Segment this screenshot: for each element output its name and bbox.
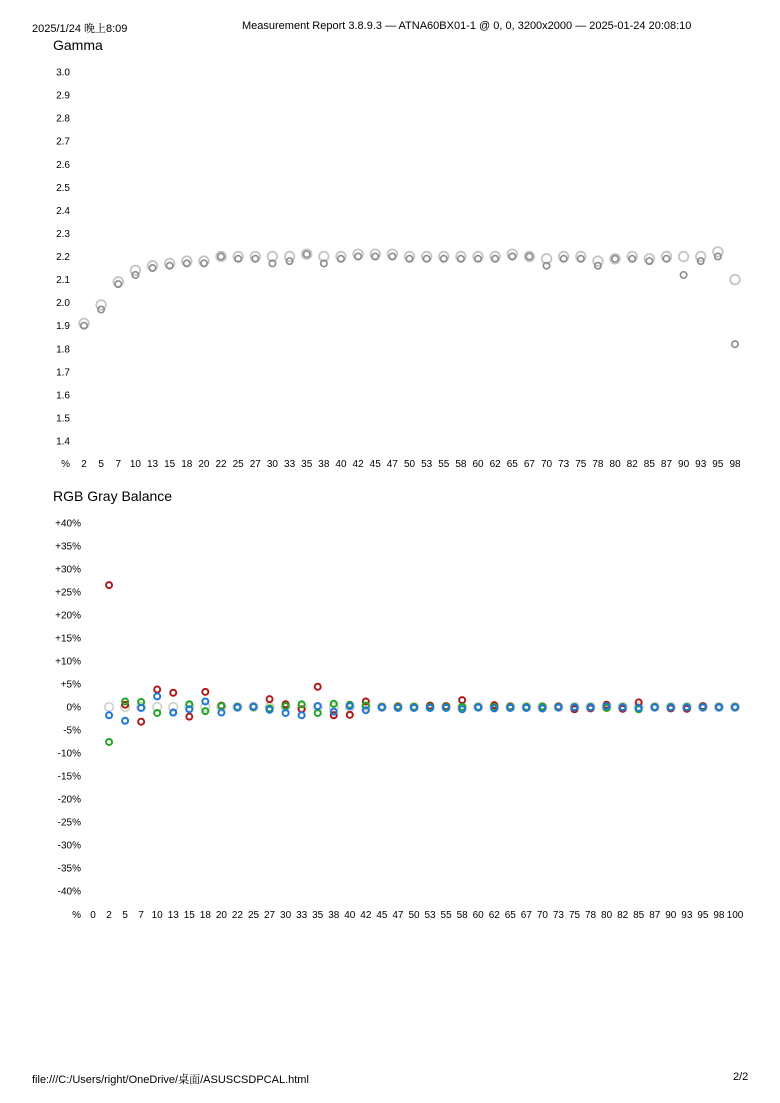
x-tick-label: 95 [712,459,724,470]
x-tick-label: 22 [215,459,227,470]
x-tick-label: 10 [129,459,141,470]
x-tick-label: 87 [660,459,673,470]
x-tick-label: 82 [626,459,638,470]
x-tick-label: 70 [536,910,548,921]
y-tick-label: 2.4 [56,205,70,217]
data-point [267,696,273,702]
data-point [267,707,273,713]
x-tick-label: 15 [164,459,176,470]
x-tick-label: 10 [151,910,163,921]
x-tick-label: 20 [198,459,210,470]
data-point [730,275,740,285]
y-tick-label: 1.7 [56,367,70,379]
x-tick-label: 95 [697,910,709,921]
y-tick-label: -25% [57,817,81,829]
data-point [186,714,192,720]
data-point [186,706,192,712]
x-tick-label: 85 [643,459,655,470]
data-point [154,687,160,693]
x-tick-label: 25 [247,910,260,921]
x-tick-label: 40 [335,459,347,470]
data-point [315,710,321,716]
header-report-title: Measurement Report 3.8.9.3 — ATNA60BX01-1 @ 0, 0, 3200x2000 — 2025-01-24 20:08:10 [242,20,692,32]
data-point [106,582,112,588]
gamma-chart [0,60,780,500]
y-tick-label: 2.6 [56,159,70,171]
data-point [411,705,417,711]
x-tick-label: 90 [665,910,677,921]
data-point [283,710,289,716]
x-tick-label: 58 [456,910,468,921]
gray-balance-chart [0,510,780,930]
x-unit-label: % [61,459,70,470]
data-point [679,252,689,262]
y-tick-label: 2.2 [56,252,70,263]
x-tick-label: 87 [649,910,661,921]
gray-balance-chart-title: RGB Gray Balance [53,488,173,504]
x-tick-label: 53 [421,459,433,470]
data-point [684,704,690,710]
x-tick-label: 30 [280,910,292,921]
data-point [652,704,658,710]
x-tick-label: 5 [122,910,128,921]
x-tick-label: 78 [592,459,604,470]
x-tick-label: 40 [344,910,356,921]
x-tick-label: 35 [312,910,324,921]
data-point [526,253,532,259]
header-date: 2025/1/24 晚上8:09 [32,23,128,35]
y-tick-label: -40% [57,886,81,898]
x-tick-label: 38 [328,910,340,921]
x-tick-label: 35 [301,459,313,470]
x-tick-label: 25 [232,459,244,470]
data-point [555,704,561,710]
data-point [170,690,176,696]
x-tick-label: 7 [115,459,122,470]
y-tick-label: +30% [55,564,81,576]
x-tick-label: 67 [520,910,532,921]
data-point [588,704,594,710]
x-tick-label: 42 [352,459,364,470]
data-point [154,693,160,699]
x-tick-label: 42 [360,910,372,921]
x-tick-label: 75 [568,910,581,921]
y-tick-label: 2.7 [56,136,70,148]
data-point [315,703,321,709]
data-point [475,704,481,710]
x-tick-label: 50 [408,910,420,921]
data-point [668,704,674,710]
x-tick-label: 78 [584,910,597,921]
x-unit-label: % [72,910,81,921]
x-tick-label: 2 [81,459,87,470]
data-point [507,705,513,711]
x-tick-label: 33 [284,459,296,470]
y-tick-label: -10% [57,748,81,760]
x-tick-label: 13 [146,459,159,470]
data-point [122,718,128,724]
x-tick-label: 18 [199,910,211,921]
data-point [620,704,626,710]
data-point [459,697,465,703]
data-point [732,341,738,347]
x-tick-label: 75 [575,459,587,470]
data-point [572,704,578,710]
x-tick-label: 62 [489,459,501,470]
y-tick-label: 2.5 [56,182,70,194]
data-point [347,712,353,718]
y-tick-label: +10% [55,656,81,668]
y-tick-label: -15% [57,771,81,783]
y-tick-label: 1.8 [56,344,70,356]
data-point [680,272,686,278]
data-point [612,256,618,262]
data-point [363,707,369,713]
x-tick-label: 20 [215,910,227,921]
data-point [218,710,224,716]
y-tick-label: 2.1 [56,275,70,287]
x-tick-label: 13 [167,910,179,921]
x-tick-label: 100 [726,910,744,921]
x-tick-label: 50 [403,459,416,470]
x-tick-label: 80 [609,459,621,470]
data-point [379,704,385,710]
x-tick-label: 65 [504,910,516,921]
y-tick-label: 1.5 [56,413,70,425]
data-point [106,712,112,718]
y-tick-label: 1.6 [56,390,70,402]
x-tick-label: 93 [681,910,693,921]
data-point [347,703,353,709]
data-point [395,705,401,711]
x-tick-label: 5 [98,459,104,470]
data-point [304,251,310,257]
y-tick-label: -5% [63,725,81,737]
x-tick-label: 60 [472,459,484,470]
x-tick-label: 27 [249,459,261,470]
data-point [700,704,706,710]
x-tick-label: 22 [231,910,244,921]
data-point [443,705,449,711]
x-tick-label: 55 [440,910,452,921]
x-tick-label: 98 [729,459,741,470]
y-tick-label: 0% [66,702,81,714]
y-tick-label: +25% [55,587,81,599]
x-tick-label: 65 [506,459,518,470]
data-point [523,705,529,711]
x-tick-label: 38 [318,459,330,470]
data-point [105,703,114,712]
data-point [154,710,160,716]
y-tick-label: 1.4 [56,436,70,448]
x-tick-label: 60 [472,910,484,921]
data-point [299,701,305,707]
x-tick-label: 47 [386,459,398,470]
x-tick-label: 53 [424,910,436,921]
data-point [716,704,722,710]
y-tick-label: 2.3 [56,228,70,240]
footer-page-number: 2/2 [733,1071,749,1083]
x-tick-label: 98 [713,910,725,921]
data-point [315,684,321,690]
x-tick-label: 47 [392,910,404,921]
x-tick-label: 90 [678,459,690,470]
gamma-chart-title: Gamma [53,37,103,53]
y-tick-label: 3.0 [56,67,70,79]
y-tick-label: +35% [55,541,81,553]
x-tick-label: 82 [617,910,629,921]
y-tick-label: +15% [55,633,81,645]
y-tick-label: +20% [55,610,81,622]
y-tick-label: 1.9 [56,321,70,333]
data-point [218,703,224,709]
data-point [170,710,176,716]
x-tick-label: 85 [633,910,645,921]
data-point [299,712,305,718]
x-tick-label: 62 [488,910,500,921]
y-tick-label: 2.9 [56,90,70,102]
y-tick-label: +5% [60,679,81,691]
x-tick-label: 27 [263,910,276,921]
data-point [218,253,224,259]
data-point [604,703,610,709]
x-tick-label: 58 [455,459,467,470]
x-tick-label: 15 [183,910,195,921]
y-tick-label: -35% [57,863,81,875]
x-tick-label: 0 [90,910,96,921]
data-point [539,705,545,711]
y-tick-label: -30% [57,840,81,852]
data-point [138,719,144,725]
x-tick-label: 70 [540,459,553,470]
x-tick-label: 45 [369,459,381,470]
x-tick-label: 18 [181,459,193,470]
data-point [234,704,240,710]
data-point [138,705,144,711]
x-tick-label: 30 [266,459,279,470]
y-tick-label: -20% [57,794,81,806]
x-tick-label: 73 [552,910,565,921]
x-tick-label: 93 [695,459,707,470]
data-point [106,739,112,745]
x-tick-label: 73 [558,459,570,470]
x-tick-label: 45 [376,910,388,921]
x-tick-label: 67 [523,459,535,470]
data-point [636,705,642,711]
y-tick-label: +40% [55,518,81,530]
data-point [283,703,289,709]
x-tick-label: 7 [138,910,144,921]
y-tick-label: 2.8 [56,113,70,125]
data-point [202,698,208,704]
data-point [202,689,208,695]
y-tick-label: 2.0 [56,298,70,310]
x-tick-label: 2 [106,910,112,921]
data-point [251,704,257,710]
data-point [732,704,738,710]
x-tick-label: 80 [601,910,613,921]
footer-file-path: file:///C:/Users/right/OneDrive/桌面/ASUSCSDPCAL.html [32,1074,309,1086]
x-tick-label: 55 [438,459,450,470]
data-point [331,701,337,707]
x-tick-label: 33 [296,910,308,921]
